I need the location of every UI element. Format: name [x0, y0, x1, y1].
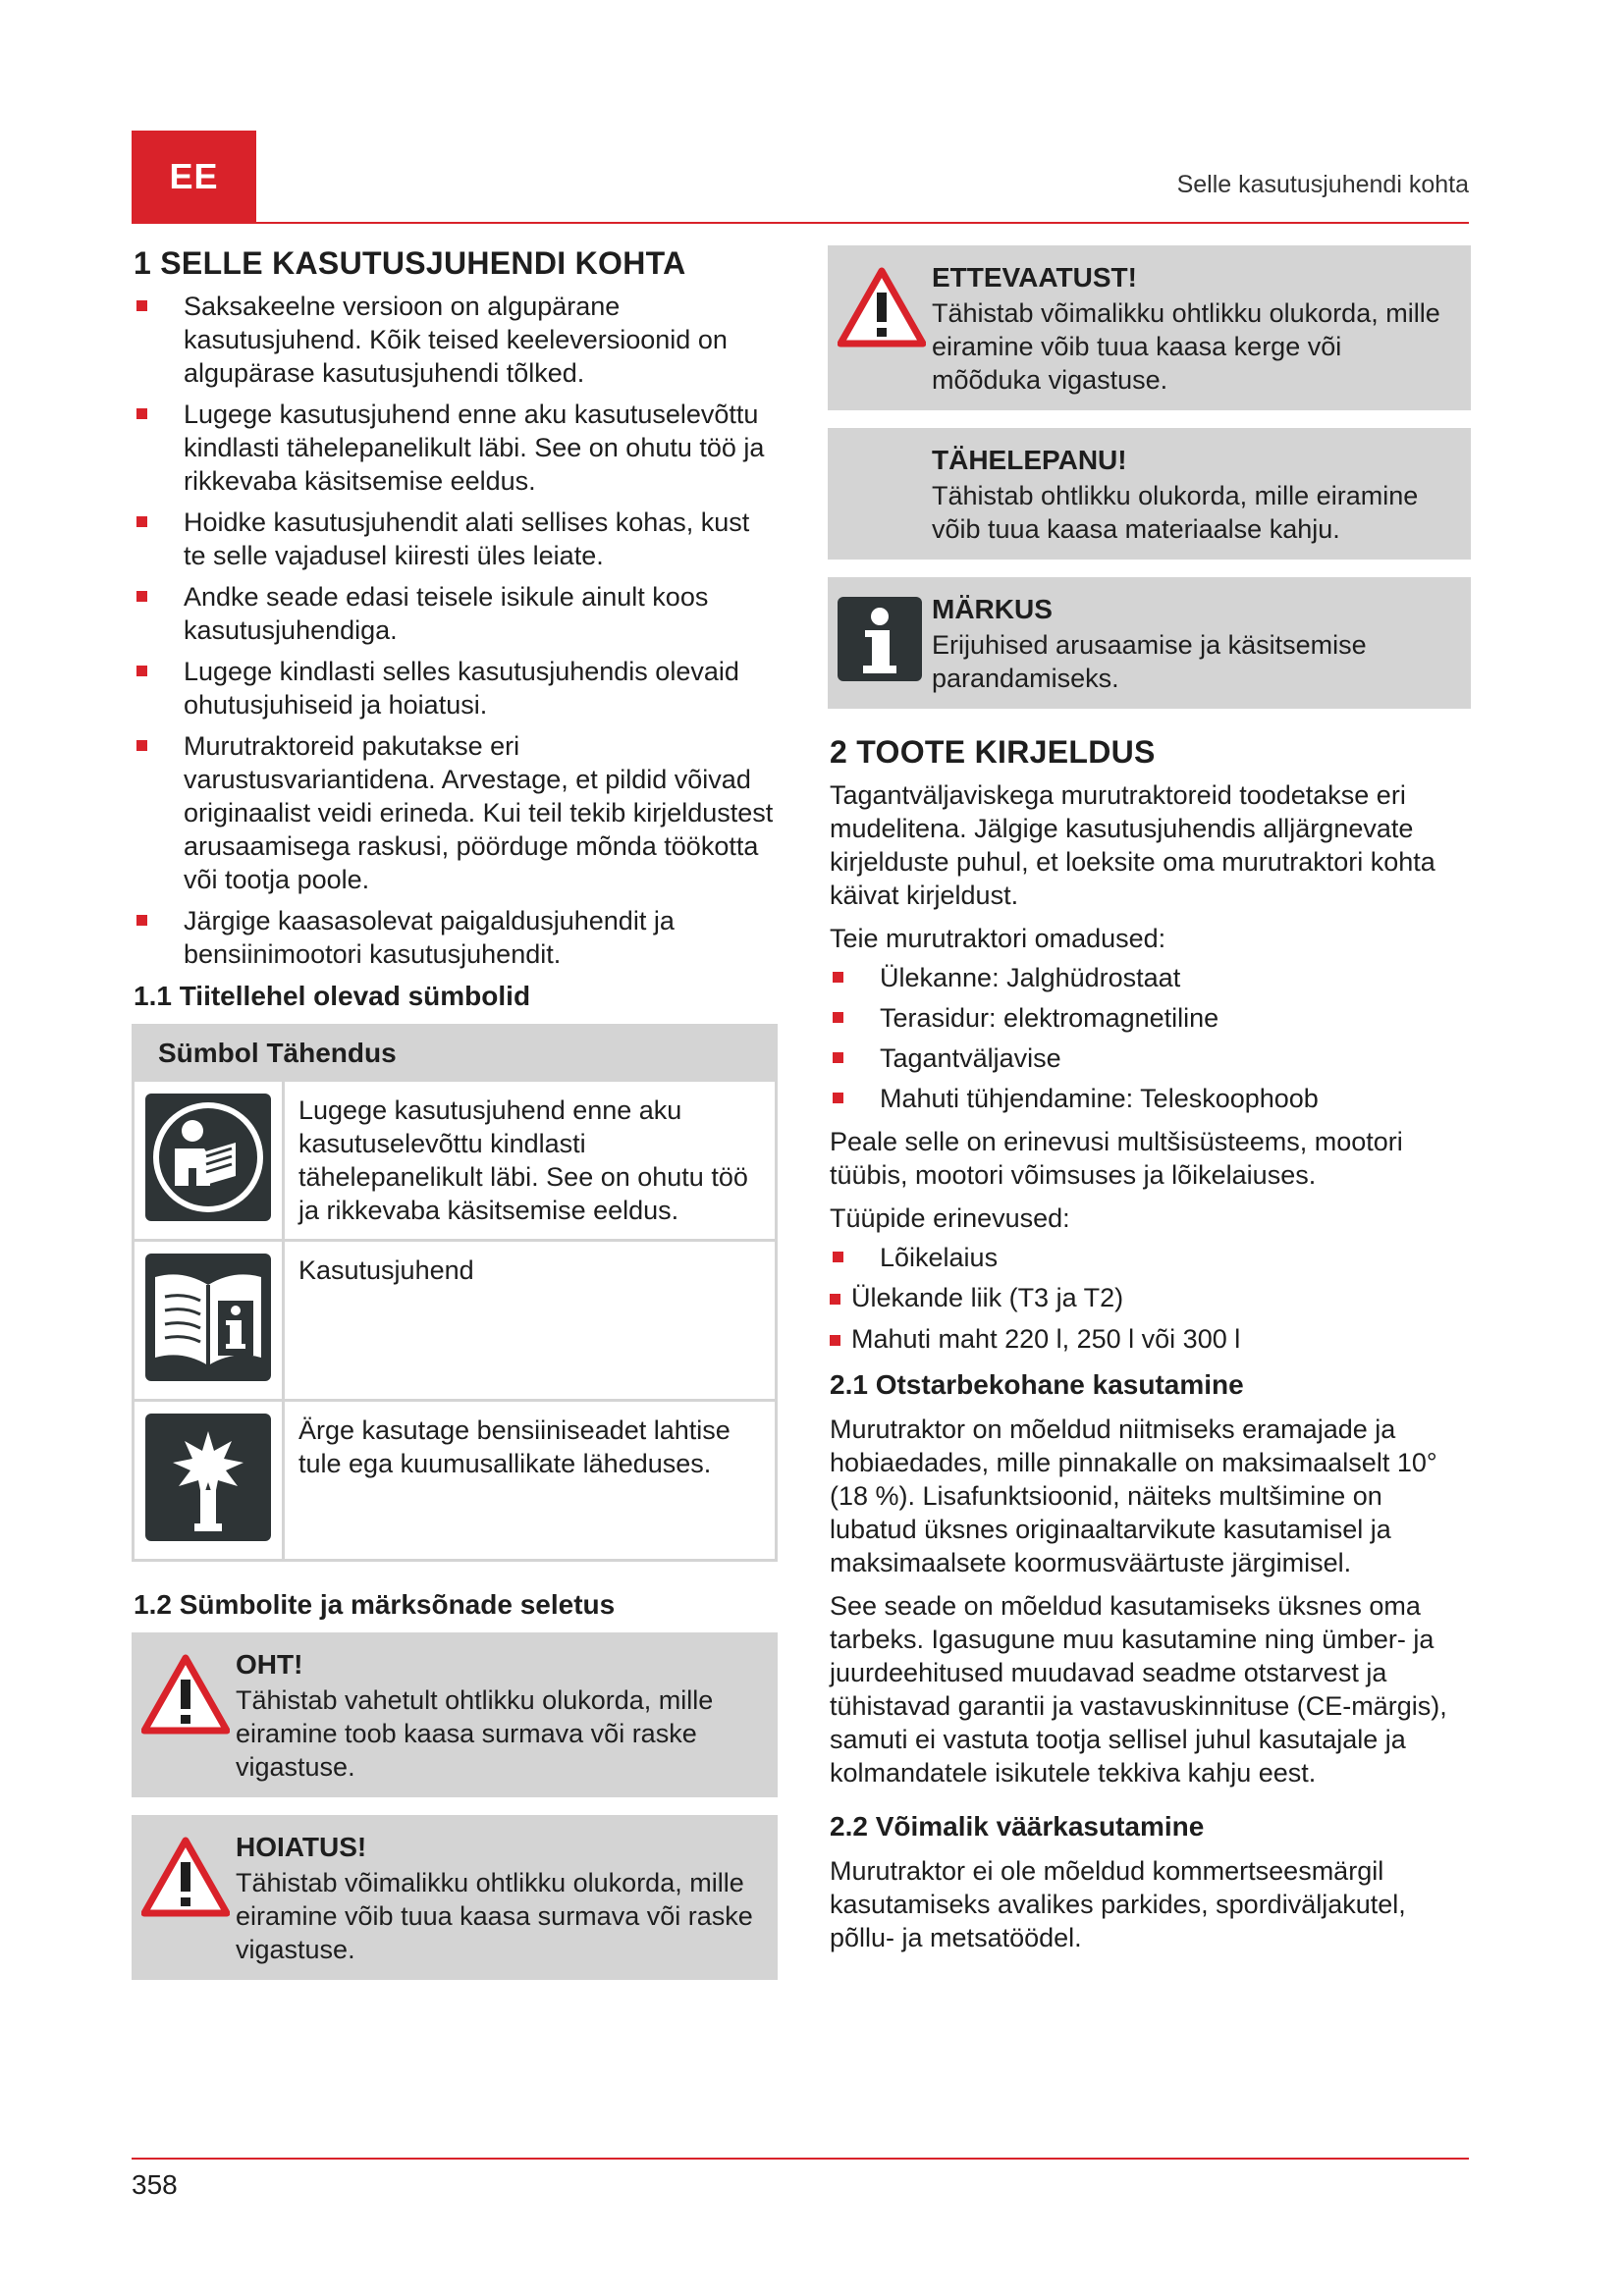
list-item: Lugege kasutusjuhend enne aku kasutuselevõttu kindlasti tähelepanelikult läbi. See on ohutu töö ja rikkevaba käsitsemise eeldus. — [132, 398, 778, 498]
symbol-meaning: Kasutusjuhend — [284, 1241, 777, 1401]
footer-divider — [132, 2158, 1469, 2160]
callout-title: ETTEVAATUST! — [932, 262, 1137, 293]
list-item: Tagantväljavise — [828, 1041, 1471, 1075]
callout-text: Erijuhised arusaamise ja käsitsemise parandamiseks. — [932, 630, 1367, 693]
callout-text: Tähistab vahetult ohtlikku olukorda, mille eiramine toob kaasa surmava või raske vigastuse. — [236, 1685, 714, 1782]
callout-title: TÄHELEPANU! — [932, 445, 1127, 475]
table-header: Sümbol Tähendus — [134, 1026, 777, 1081]
left-column — [132, 245, 778, 1998]
warning-triangle-icon — [838, 267, 926, 347]
list-item: Terasidur: elektromagnetiline — [828, 1001, 1471, 1035]
list-item: Lugege kindlasti selles kasutusjuhendis olevaid ohutusjuhiseid ja hoiatusi. — [132, 655, 778, 721]
read-manual-icon — [145, 1094, 271, 1221]
section-1-1-title: 1.1 Tiitellehel olevad sümbolid — [134, 981, 531, 1011]
language-tab: EE — [132, 131, 256, 222]
danger-callout — [132, 1632, 778, 1797]
callout-text: Tähistab ohtlikku olukorda, mille eiramine võib tuua kaasa materiaalse kahju. — [932, 481, 1419, 544]
note-callout — [828, 577, 1471, 709]
callout-title: OHT! — [236, 1649, 303, 1680]
list-item: Hoidke kasutusjuhendit alati sellises kohas, kust te selle vajadusel kiiresti üles leiate. — [132, 506, 778, 572]
section-1-2-title: 1.2 Sümbolite ja märksõnade seletus — [134, 1589, 616, 1620]
callout-text: Tähistab võimalikku ohtlikku olukorda, mille eiramine võib tuua kaasa kerge või mõõduka vigastuse. — [932, 298, 1440, 395]
list-item: Andke seade edasi teisele isikule ainult koos kasutusjuhendiga. — [132, 580, 778, 647]
symbol-meaning: Lugege kasutusjuhend enne aku kasutuselevõttu kindlasti tähelepanelikult läbi. See on ohutu töö ja rikkevaba käsitsemise eeldus. — [284, 1081, 777, 1241]
list-item: Murutraktoreid pakutakse eri varustusvariantidena. Arvestage, et pildid võivad originaalist veidi erineda. Kui teil tekib kirjeldustest arusaamisega raskusi, pöörduge mõnda töökotta või tootja poole. — [132, 729, 778, 896]
list-item: Saksakeelne versioon on algupärane kasutusjuhend. Kõik teised keeleversioonid on algupärase kasutusjuhendi tõlked. — [132, 290, 778, 390]
callout-text: Tähistab võimalikku ohtlikku olukorda, mille eiramine võib tuua kaasa surmava või raske vigastuse. — [236, 1868, 753, 1964]
section-2-1-paragraph-2: See seade on mõeldud kasutamiseks üksnes oma tarbeks. Igasugune muu kasutamine ning ümber- ja juurdeehitused muudavad seadme otstarvest ja tühistavad garantii ja vastavuskinnituse (CE-märgis), samuti ei vastuta tootja sellisel juhul kasutajale ja kolmandatele isikutele tekkiva kahju eest. — [830, 1591, 1447, 1788]
features-list — [828, 961, 1471, 1115]
list-item: Järgige kaasasolevat paigaldusjuhendit ja bensiinimootori kasutusjuhendit. — [132, 904, 778, 971]
right-column — [828, 245, 1471, 1964]
symbol-table — [132, 1024, 778, 1562]
section-2-2-paragraph-1: Murutraktor ei ole mõeldud kommertseesmärgil kasutamiseks avalikes parkides, spordiväljakutel, põllu- ja metsatöödel. — [830, 1856, 1406, 1952]
callout-title: MÄRKUS — [932, 594, 1053, 624]
list-item: Mahuti tühjendamine: Teleskoophoob — [828, 1082, 1471, 1115]
header-divider — [132, 222, 1469, 224]
types-list — [828, 1281, 1471, 1356]
features-label: Teie murutraktori omadused: — [830, 924, 1166, 953]
section-1-title: 1 SELLE KASUTUSJUHENDI KOHTA — [134, 245, 686, 281]
differences-text: Peale selle on erinevusi multšisüsteems, mootori tüübis, mootori võimsuses ja lõikelaiuses. — [830, 1127, 1403, 1190]
page-number: 358 — [132, 2169, 178, 2200]
list-item: Mahuti maht 220 l, 250 l või 300 l — [828, 1322, 1471, 1356]
callout-title: HOIATUS! — [236, 1832, 367, 1862]
types-list-first — [828, 1241, 1471, 1274]
symbol-meaning: Ärge kasutage bensiiniseadet lahtise tule ega kuumusallikate läheduses. — [284, 1401, 777, 1561]
section-1-bullets — [132, 290, 778, 971]
caution-callout — [828, 245, 1471, 410]
attention-callout — [828, 428, 1471, 560]
types-label: Tüüpide erinevused: — [830, 1203, 1070, 1233]
section-2-title: 2 TOOTE KIRJELDUS — [830, 734, 1156, 770]
warning-triangle-icon — [141, 1654, 230, 1735]
section-2-1-paragraph-1: Murutraktor on mõeldud niitmiseks eramajade ja hobiaedades, mille pinnakalle on maksimaalselt 10° (18 %). Lisafunktsioonid, näiteks multšimine on lubatud üksnes originaaltarvikute kasutamisel ja maksimaalsete koormusväärtuste järgimisel. — [830, 1415, 1437, 1577]
manual-book-icon — [145, 1254, 271, 1381]
table-row — [134, 1401, 777, 1561]
list-item: Ülekanne: Jalghüdrostaat — [828, 961, 1471, 994]
warning-triangle-icon — [141, 1837, 230, 1917]
running-header: Selle kasutusjuhendi kohta — [1176, 171, 1469, 198]
section-2-intro: Tagantväljaviskega murutraktoreid toodetakse eri mudelitena. Jälgige kasutusjuhendis alljärgnevate kirjelduste puhul, et loeksite oma murutraktori kohta käivat kirjeldust. — [830, 780, 1435, 910]
list-item: Lõikelaius — [828, 1241, 1471, 1274]
warning-callout — [132, 1815, 778, 1980]
section-2-2-title: 2.2 Võimalik väärkasutamine — [830, 1811, 1205, 1842]
table-row — [134, 1081, 777, 1241]
table-row — [134, 1241, 777, 1401]
info-icon — [836, 595, 924, 683]
no-ignition-icon — [145, 1414, 271, 1541]
section-2-1-title: 2.1 Otstarbekohane kasutamine — [830, 1369, 1244, 1400]
list-item: Ülekande liik (T3 ja T2) — [828, 1281, 1471, 1314]
